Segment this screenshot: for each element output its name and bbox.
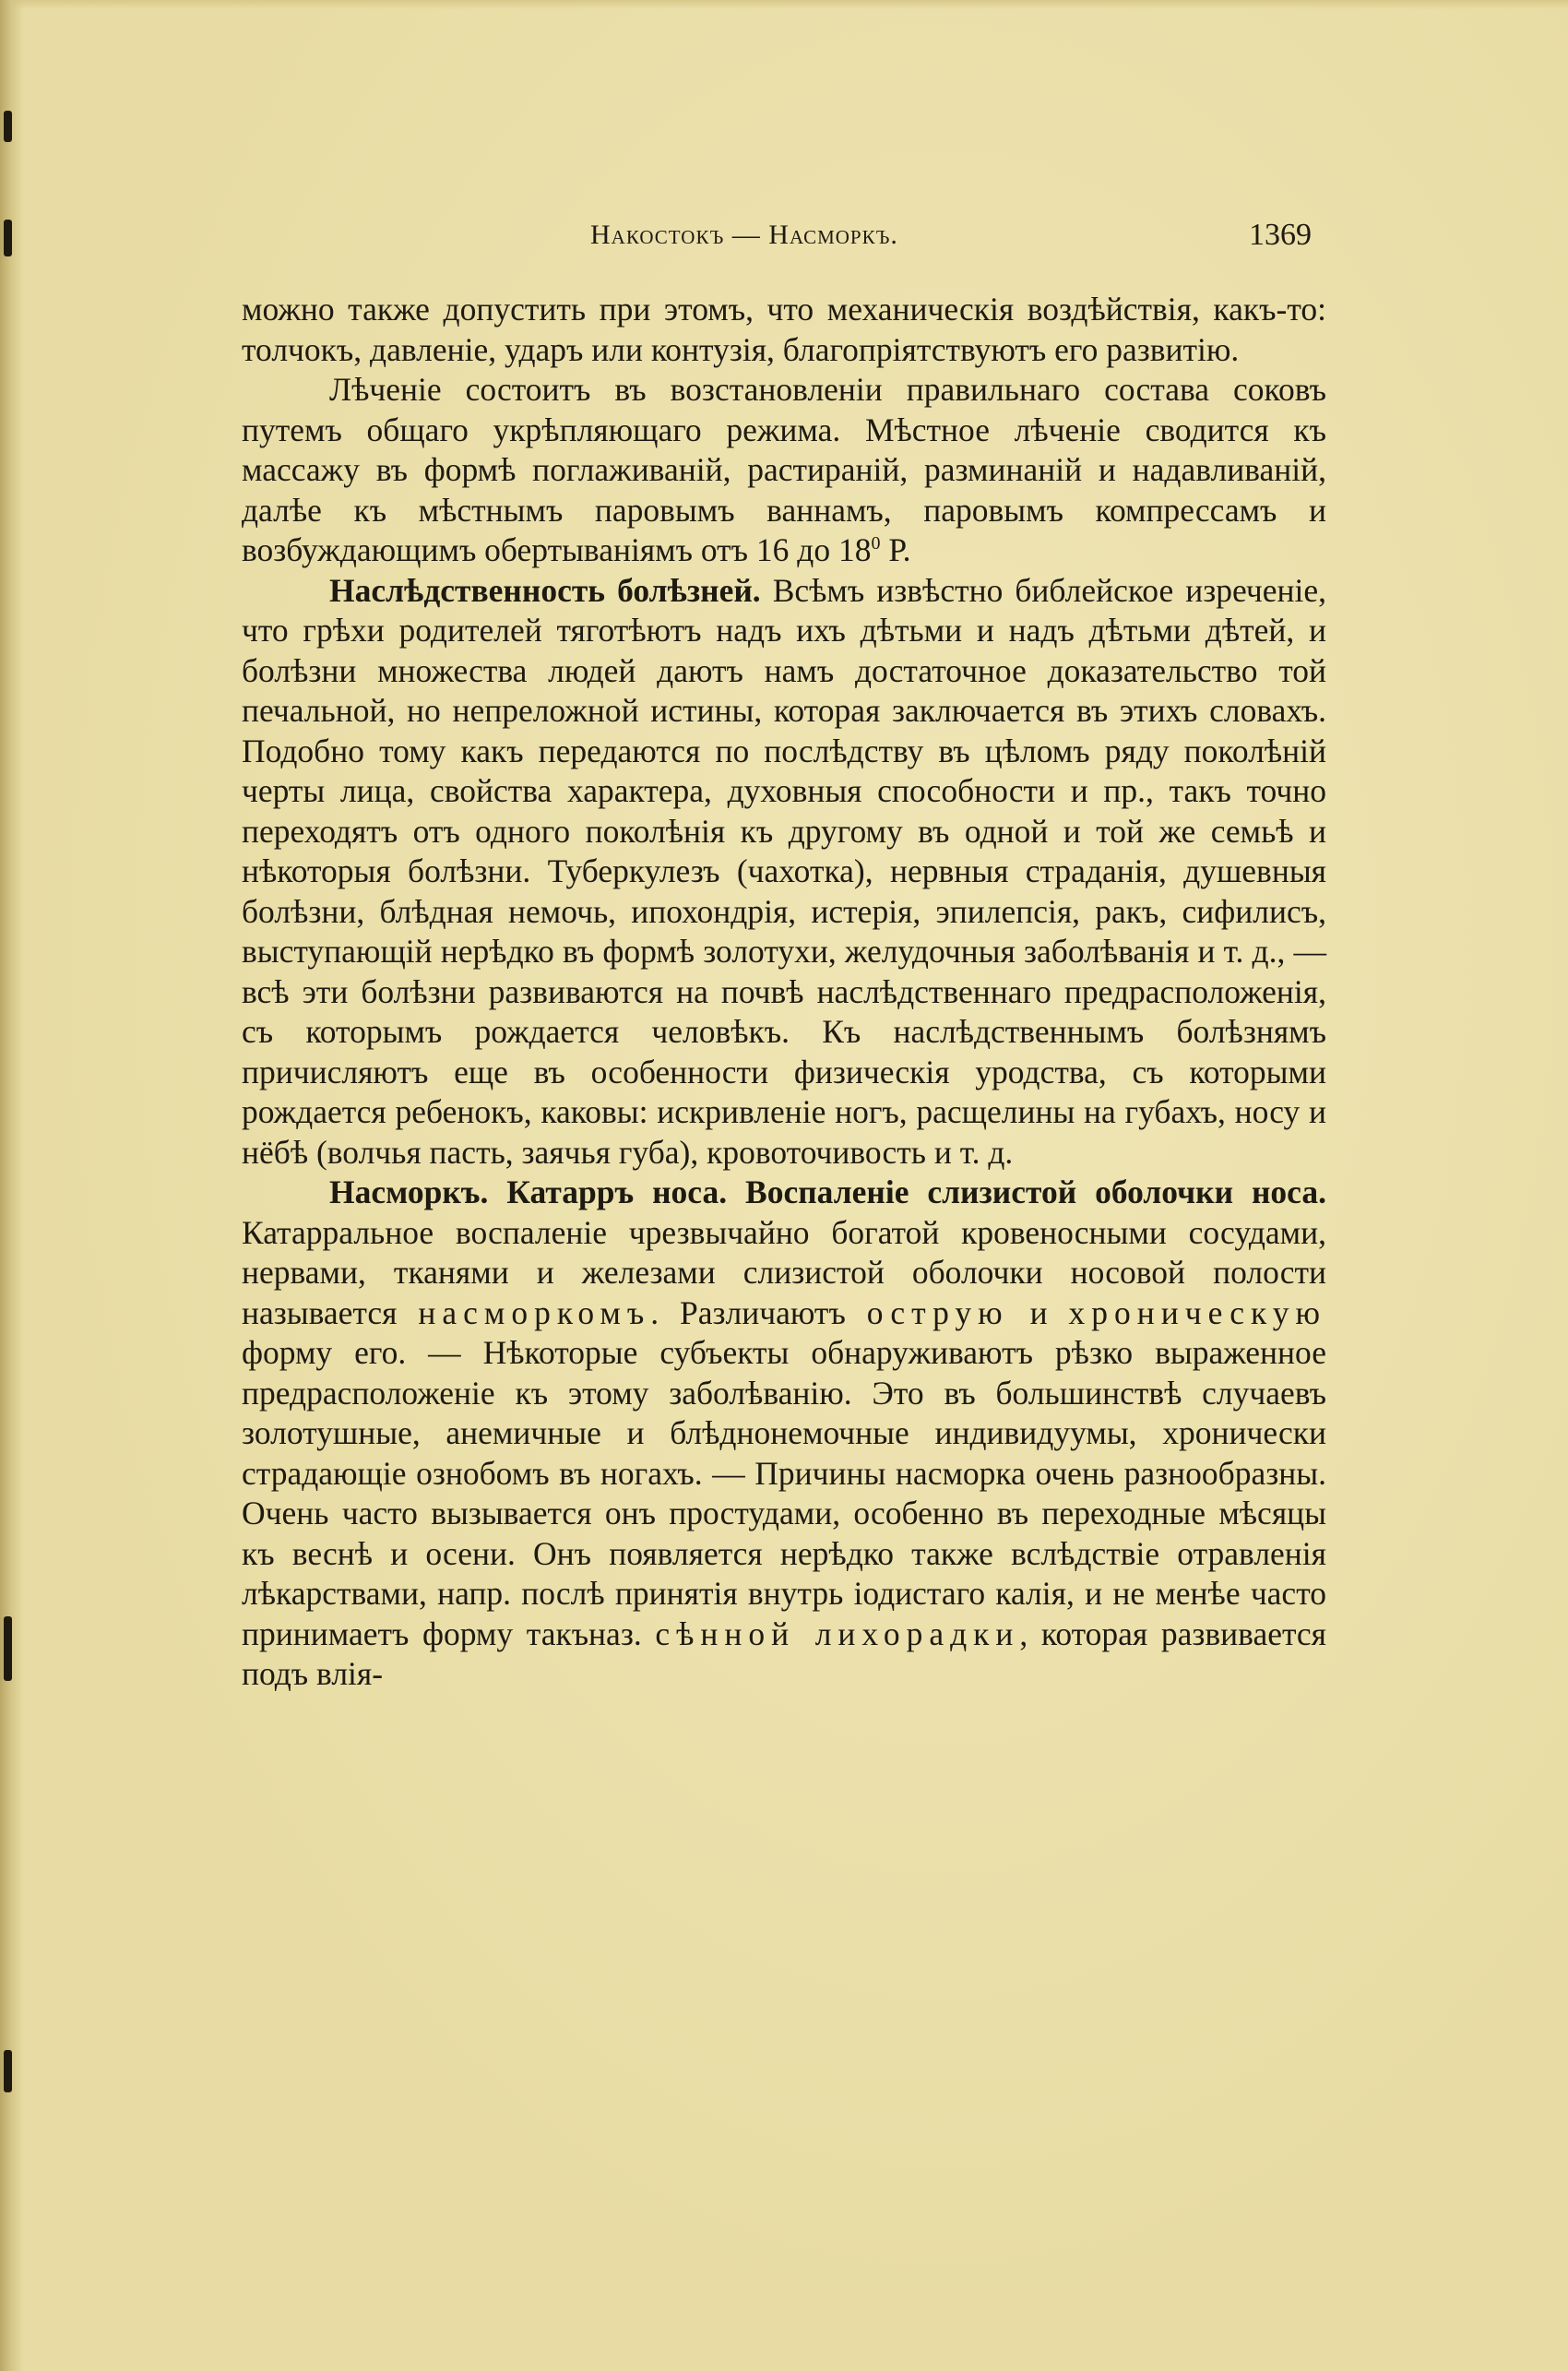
paragraph-text: Катарральное воспаленіе чрезвычайно богатой кровеносными сосудами, нервами, тканями и железами слизистой оболочки носовой полости называется: [242, 1213, 1326, 1331]
paragraph-text: Лѣченіе состоитъ въ возстановленіи правильнаго состава соковъ путемъ общаго укрѣпляющаго режима. Мѣстное лѣченіе сводится къ массажу въ формѣ поглаживаній, растираній, разминаній и надавливаній, далѣе къ мѣстнымъ паровымъ ваннамъ, паровымъ компрессамъ и возбуждающимъ обертываніямъ отъ 16 до 18: [242, 371, 1326, 568]
binding-mark: [4, 2050, 12, 2092]
spaced-term: насморкомъ: [418, 1293, 651, 1331]
paragraph-text: . Различаютъ: [650, 1293, 867, 1331]
page-top-edge: [0, 0, 1568, 9]
degree-superscript: 0: [871, 533, 881, 554]
spaced-term: сѣнной лихорадки: [655, 1614, 1020, 1652]
paragraph: [242, 290, 1326, 370]
page-binding-edge: [0, 0, 24, 2371]
binding-mark: [4, 220, 12, 256]
binding-mark: [4, 1616, 12, 1681]
paragraph-text: и: [1008, 1293, 1069, 1331]
paragraph: [242, 370, 1326, 571]
binding-mark: [4, 111, 12, 142]
paragraph-text: можно также допустить при этомъ, что механическія воздѣйствія, какъ-то: толчокъ, давленіе, ударъ или контузія, благопріятствуютъ его развитію.: [242, 291, 1326, 368]
spaced-term: острую: [866, 1293, 1009, 1331]
paragraph-text: форму его. — Нѣкоторые субъекты обнаруживаютъ рѣзко выраженное предрасположеніе къ этому заболѣванію. Это въ большинствѣ случаевъ золотушные, анемичные и блѣднонемочные индивидуумы, хронически страдающіе ознобомъ въ ногахъ. — Причины насморка очень разнообразны. Очень часто вызывается онъ простудами, особенно въ переходные мѣсяцы къ веснѣ и осени. Онъ появляется нерѣдко также вслѣдствіе отравленія лѣкарствами, напр. послѣ принятія внутрь іодистаго калія, и не менѣе часто принимаетъ форму такъназ.: [242, 1334, 1326, 1652]
paragraph: [242, 571, 1326, 1174]
paragraph-text: Всѣмъ извѣстно библейское изреченіе, что грѣхи родителей тяготѣютъ надъ ихъ дѣтьми и надъ дѣтьми дѣтей, и болѣзни множества людей даютъ намъ достаточное доказательство той печальной, но непреложной истины, которая заключается въ этихъ словахъ. Подобно тому какъ передаются по послѣдству въ цѣломъ ряду поколѣній черты лица, свойства характера, духовныя способности и пр., такъ точно переходятъ отъ одного поколѣнія къ другому въ одной и той же семьѣ и нѣкоторыя болѣзни. Туберкулезъ (чахотка), нервныя страданія, душевныя болѣзни, блѣдная немочь, ипохондрія, истерія, эпилепсія, ракъ, сифилисъ, выступающій нерѣдко въ формѣ золотухи, желудочныя заболѣванія и т. д., — всѣ эти болѣзни развиваются на почвѣ наслѣдственнаго предрасположенія, съ которымъ рождается человѣкъ. Къ наслѣдственнымъ болѣзнямъ причисляютъ еще въ особенности физическія уродства, съ которыми рождается ребенокъ, каковы: искривленіе ногъ, расщелины на губахъ, носу и нёбѣ (волчья пасть, заячья губа), кровоточивость и т. д.: [242, 571, 1326, 1171]
paragraph-text: , которая развивается подъ влія-: [242, 1614, 1326, 1692]
section-heading: Наслѣдственность болѣзней.: [329, 571, 761, 609]
page-number: 1369: [1249, 218, 1312, 252]
paragraph-text-tail: Р.: [880, 531, 911, 568]
body-text: [242, 290, 1326, 1695]
section-heading: Насморкъ. Катарръ носа. Воспаленіе слизистой оболочки носа.: [329, 1174, 1326, 1210]
running-title: Накостокъ — Насморкъ.: [590, 220, 898, 250]
paragraph: [242, 1173, 1326, 1695]
spaced-term: хроническую: [1068, 1293, 1326, 1331]
